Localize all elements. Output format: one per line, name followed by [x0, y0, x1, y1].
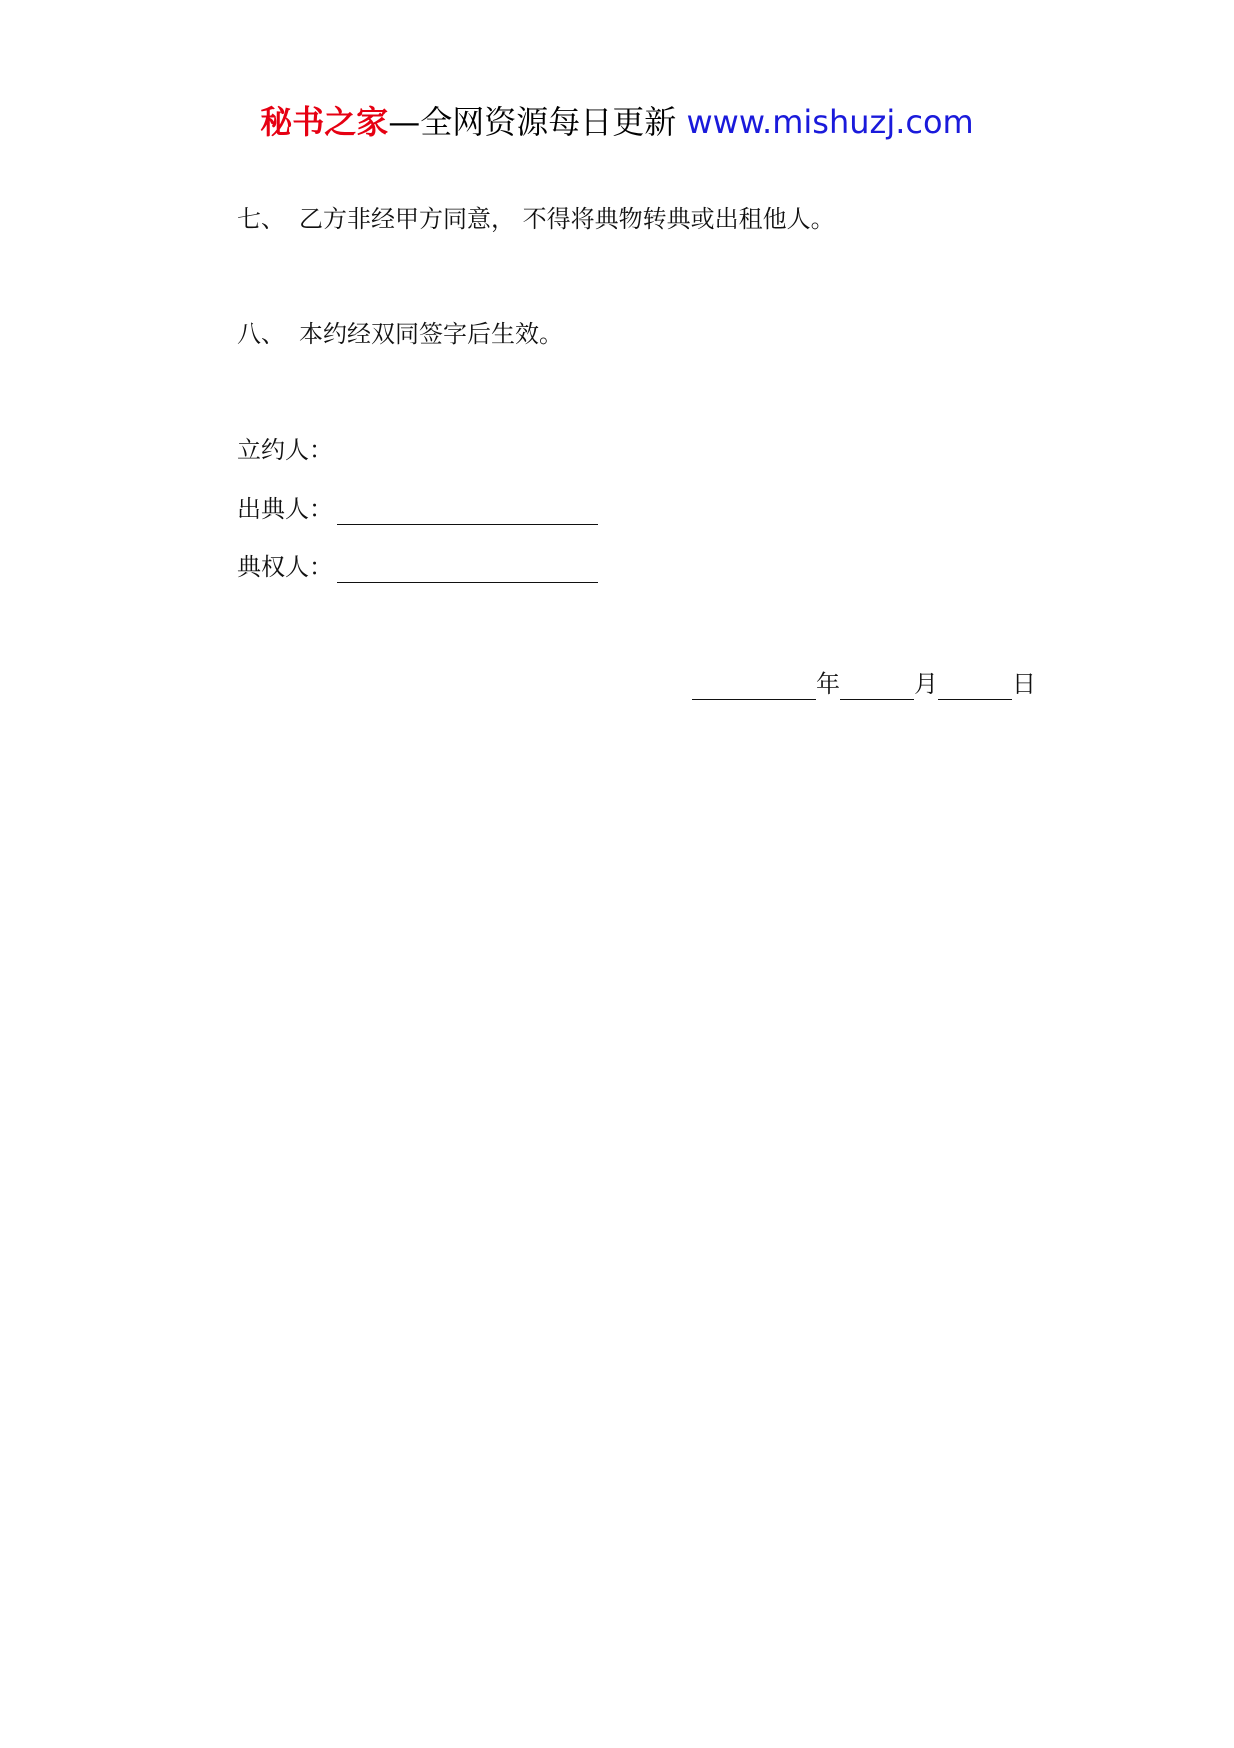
- mortgagor-label: 出典人：: [237, 495, 333, 523]
- signatories-title: [237, 434, 333, 466]
- mortgagee-label: 典权人：: [237, 553, 333, 581]
- header-brand: 秘书之家: [260, 103, 389, 141]
- mortgagor-signature-line: [337, 498, 598, 525]
- date-line: [692, 668, 1036, 700]
- day-label: 日: [1012, 670, 1036, 698]
- clause-8: [237, 318, 563, 350]
- page-header: [0, 100, 1234, 144]
- mortgagee-signature-row: [237, 551, 598, 583]
- mortgagee-signature-line: [337, 556, 598, 583]
- clause-7: [237, 203, 835, 235]
- header-url[interactable]: www.mishuzj.com: [686, 103, 974, 141]
- mortgagor-signature-row: [237, 493, 598, 525]
- clause-text: 本约经双同签字后生效。: [299, 320, 563, 348]
- signatories-label: 立约人：: [237, 436, 333, 464]
- header-slogan: —全网资源每日更新: [388, 103, 677, 141]
- month-label: 月: [914, 670, 938, 698]
- year-label: 年: [816, 670, 840, 698]
- day-blank: [938, 673, 1012, 700]
- clause-text: 乙方非经甲方同意， 不得将典物转典或出租他人。: [299, 205, 835, 233]
- year-blank: [692, 673, 816, 700]
- clause-number: 七、: [237, 205, 285, 233]
- month-blank: [840, 673, 914, 700]
- clause-number: 八、: [237, 320, 285, 348]
